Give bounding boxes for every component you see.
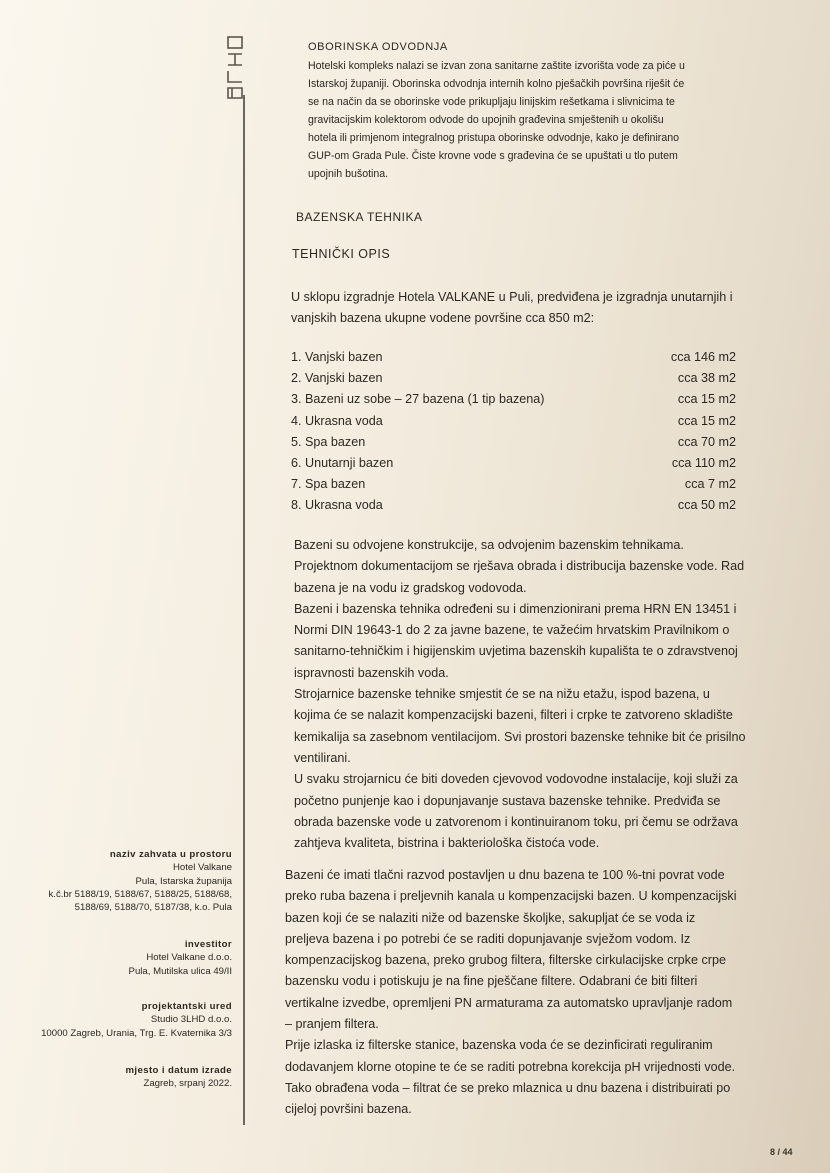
paragraph-line: Strojarnice bazenske tehnike smjestit će se na nižu etažu, ispod bazena, u [294,687,710,702]
pool-list-item [291,474,736,495]
pool-area: cca 15 m2 [677,392,736,407]
sidebar-investor-label: investitor [184,939,232,950]
paragraph-line: cijeloj površini bazena. [285,1102,412,1117]
sidebar-place-date-label: mjesto i datum izrade [125,1065,232,1076]
paragraph-line: zahtjeva kvaliteta, bistrina i bakteriološka čistoća vode. [294,836,600,851]
pool-area: cca 146 m2 [670,350,736,364]
stormwater-line: gravitacijskim kolektorom odvode do upojnih građevina smještenih u okolišu [308,114,664,126]
circulation-paragraph [285,865,805,1121]
stormwater-section [308,38,800,183]
pool-label: 2. Vanjski bazen [291,371,383,386]
pool-list-item [291,368,736,389]
stormwater-line: se na način da se oborinske vode prikupljaju linijskim rešetkama i slivnicima te [308,96,675,108]
studio-logo [226,34,246,100]
pool-area: cca 7 m2 [684,477,736,492]
paragraph-line: kompenzacijskog bazena, preko grubog filtera, filterske cirkulacijske crpke crpe [285,953,726,968]
paragraph-line: sanitarno-tehničkim i higijenskim uvjetima bazenskih kupališta te o zdravstvenoj [294,644,738,659]
paragraph-line: Bazeni su odvojene konstrukcije, sa odvojenim bazenskim tehnikama. [294,538,684,552]
paragraph-line: preko ruba bazena i preljevnih kanala u kompenzacijski bazen. U kompenzacijski [285,889,737,904]
intro-line: U sklopu izgradnje Hotela VALKANE u Puli, predviđena je izgradnja unutarnjih i [291,290,733,304]
sidebar-investor-line: Hotel Valkane d.o.o. [146,952,232,964]
sidebar-project-line: Pula, Istarska županija [135,875,232,887]
technical-description-heading: TEHNIČKI OPIS [292,247,391,261]
pool-label: 4. Ukrasna voda [291,413,383,428]
pool-list-item [291,453,736,474]
stormwater-line: hotela ili primjenom integralnog pristupa oborinske odvodnje, kako je definirano [308,132,680,144]
paragraph-line: Tako obrađena voda – filtrat će se preko mlaznica u dnu bazena i distribuirati po [285,1080,731,1095]
pool-label: 8. Ukrasna voda [291,498,383,513]
sidebar-project-block [0,848,232,914]
pool-systems-paragraph [294,535,814,854]
intro-paragraph [291,287,796,329]
intro-line: vanjskih bazena ukupne vodene površine cca 850 m2: [291,311,595,325]
pool-label: 6. Unutarnji bazen [291,455,394,470]
pool-label: 7. Spa bazen [291,477,366,492]
sidebar-investor-block [0,938,232,978]
sidebar-office-line: Studio 3LHD d.o.o. [150,1014,232,1026]
pool-area: cca 15 m2 [677,413,736,428]
pool-technology-heading: BAZENSKA TEHNIKA [296,210,423,224]
sidebar-office-block [0,1000,232,1040]
sidebar-investor-line: Pula, Mutilska ulica 49/II [128,965,232,977]
paragraph-line: bazena je na vodu iz gradskog vodovoda. [294,580,527,595]
page-number: 8 / 44 [770,1147,793,1157]
pool-area: cca 70 m2 [677,434,736,449]
paragraph-line: preljeva bazena i po potrebi će se raditi dopunjavanje svježom vodom. Iz [285,931,691,946]
stormwater-line: GUP-om Grada Pule. Čiste krovne vode s građevina će se upuštati u tlo putem [308,150,678,162]
pool-list [291,347,736,517]
margin-divider-line [243,95,245,1125]
pool-label: 3. Bazeni uz sobe – 27 bazena (1 tip bazena) [291,392,545,407]
paragraph-line: kemikalija sa zasebnom ventilacijom. Svi prostori bazenske tehnike bit će prisilno [294,729,746,744]
sidebar-project-line: k.č.br 5188/19, 5188/67, 5188/25, 5188/68, [48,888,232,900]
paragraph-line: – pranjem filtera. [285,1017,379,1032]
pool-list-item [291,389,736,410]
sidebar-office-label: projektantski ured [141,1001,232,1012]
pool-area: cca 38 m2 [677,371,736,386]
sidebar-project-line: Hotel Valkane [172,862,232,874]
sidebar-project-line: 5188/69, 5188/70, 5187/38, k.o. Pula [74,902,232,914]
paragraph-line: početno punjenje kao i dopunjavanje sustava bazenske tehnike. Predviđa se [294,793,721,808]
pool-area: cca 50 m2 [677,498,736,513]
paragraph-line: ventilirani. [294,750,351,765]
sidebar-office-line: 10000 Zagreb, Urania, Trg. E. Kvaternika 3/3 [41,1027,232,1039]
sidebar-place-date-line: Zagreb, srpanj 2022. [143,1078,232,1090]
pool-label: 5. Spa bazen [291,434,366,449]
pool-list-item [291,495,736,516]
stormwater-line: upojnih bušotina. [308,168,389,180]
paragraph-line: obrada bazenske vode u zatvorenom i kontinuiranom toku, pri čemu se održava [294,814,738,829]
paragraph-line: Projektnom dokumentacijom se rješava obrada i distribucija bazenske vode. Rad [294,559,745,574]
pool-list-item [291,432,736,453]
paragraph-line: dodavanjem klorne otopine te će se raditi potrebna korekcija pH vrijednosti vode. [285,1059,736,1074]
stormwater-heading: OBORINSKA ODVODNJA [308,41,448,53]
paragraph-line: Normi DIN 19643-1 do 2 za javne bazene, te važećim hrvatskim Pravilnikom o [294,623,730,638]
pool-label: 1. Vanjski bazen [291,350,383,364]
paragraph-line: Prije izlaska iz filterske stanice, bazenska voda će se dezinficirati reguliranim [285,1038,713,1053]
paragraph-line: ispravnosti bazenskih voda. [294,665,449,680]
stormwater-line: Istarskoj županiji. Oborinska odvodnja internih kolno pješačkih površina riješit će [308,78,685,90]
paragraph-line: bazen koji će se nalaziti niže od bazenske školjke, sakupljat će se voda iz [285,910,696,925]
paragraph-line: Bazeni će imati tlačni razvod postavljen u dnu bazena te 100 %-tni povrat vode [285,868,725,882]
paragraph-line: U svaku strojarnicu će biti doveden cjevovod vodovodne instalacije, koji služi za [294,772,738,787]
paragraph-line: Bazeni i bazenska tehnika određeni su i dimenzionirani prema HRN EN 13451 i [294,601,737,616]
sidebar-place-date-block [0,1064,232,1091]
paragraph-line: bazensku vodu i potiskuju je na fine pješčane filtere. Odabrani će biti filteri [285,974,698,989]
paragraph-line: kojima će se nalazit kompenzacijski bazeni, filteri i crpke te zatvoreno skladište [294,708,733,723]
pool-area: cca 110 m2 [671,455,736,470]
paragraph-line: vertikalne izvedbe, opremljeni PN armaturama za automatsko upravljanje radom [285,995,733,1010]
pool-list-item [291,347,736,368]
pool-list-item [291,411,736,432]
sidebar-project-label: naziv zahvata u prostoru [109,849,232,860]
stormwater-line: Hotelski kompleks nalazi se izvan zona sanitarne zaštite izvorišta vode za piće u [308,60,685,72]
